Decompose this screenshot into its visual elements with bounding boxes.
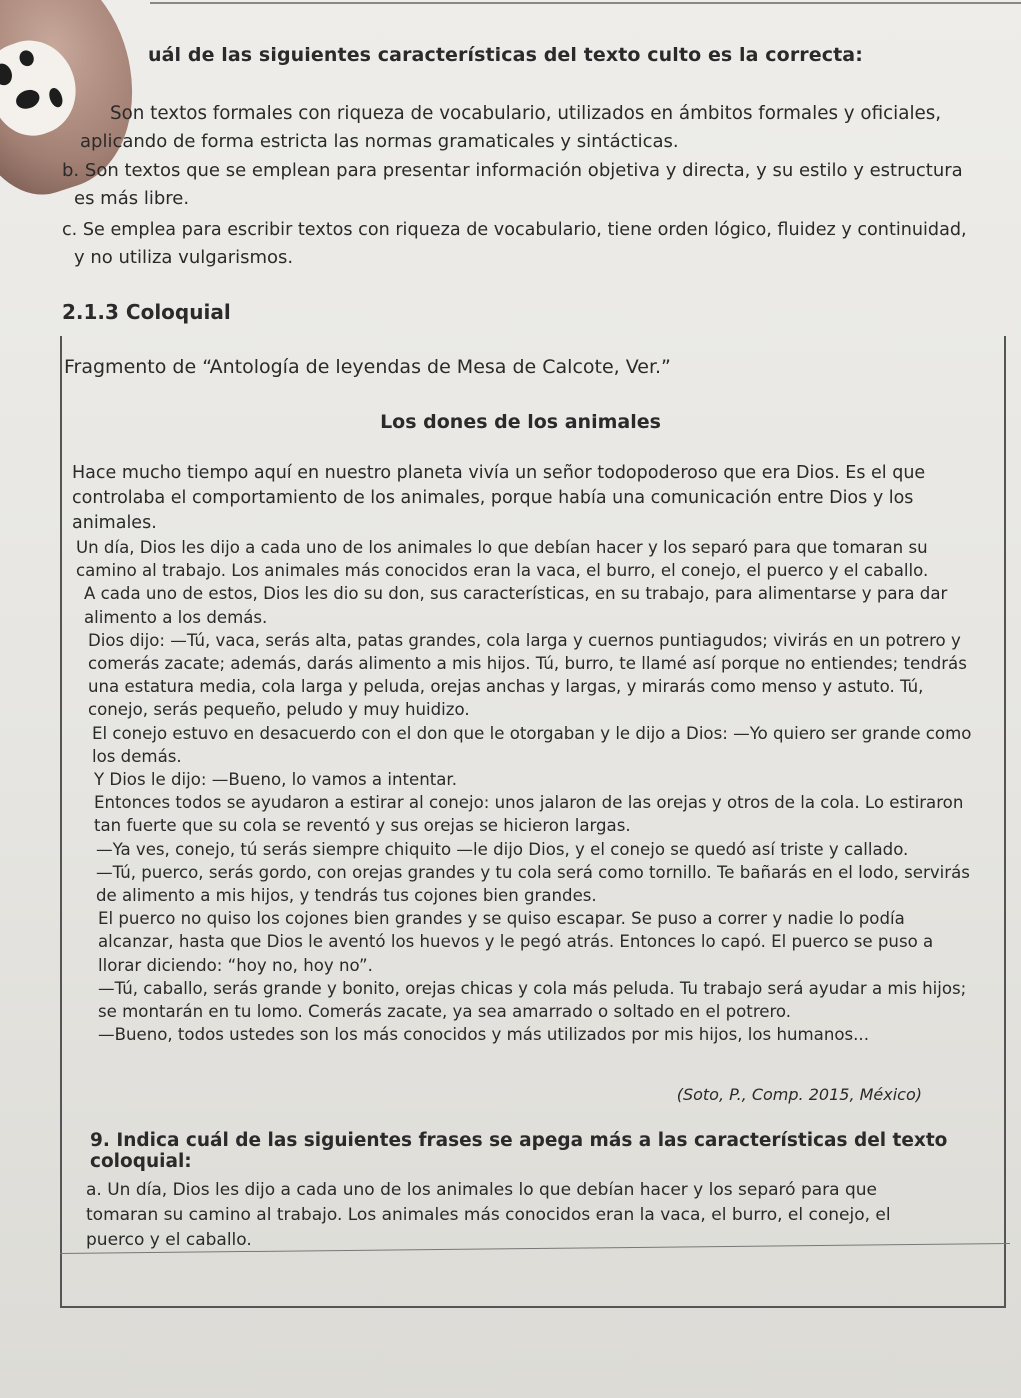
option-a-line-2: aplicando de forma estricta las normas gramaticales y sintácticas. — [80, 131, 679, 152]
option-b-line-1: Son textos que se emplean para presentar información objetiva y directa, y su estilo y estructura — [84, 160, 963, 181]
story-paragraph: A cada uno de estos, Dios les dio su don, sus características, en su trabajo, para alimentarse y para dar alimento a los demás. — [84, 584, 948, 627]
option-c — [62, 216, 1012, 272]
story-paragraph: El puerco no quiso los cojones bien grandes y se quiso escapar. Se puso a correr y nadie lo podía alcanzar, hasta que Dios le aventó los huevos y le pegó atrás. Entonces lo capó. El puerco se puso a llorar diciendo: “hoy no, hoy no”. — [98, 909, 934, 975]
question-9: 9. Indica cuál de las siguientes frases se apega más a las características del texto coloquial: — [90, 1130, 948, 1172]
story-text — [72, 461, 972, 1046]
option-b-line-2: es más libre. — [74, 188, 190, 209]
citation: (Soto, P., Comp. 2015, México) — [676, 1085, 922, 1104]
story-title: Los dones de los animales — [380, 411, 661, 433]
option-c-line-2: y no utiliza vulgarismos. — [74, 247, 294, 268]
story-paragraph: El conejo estuvo en desacuerdo con el don que le otorgaban y le dijo a Dios: —Yo quiero ser grande como los demás. — [92, 723, 972, 766]
option-b-letter: b. — [62, 160, 80, 181]
story-paragraph: Y Dios le dijo: —Bueno, lo vamos a intentar. — [94, 770, 457, 790]
story-paragraph: Un día, Dios les dijo a cada uno de los animales lo que debían hacer y los separó para que tomaran su camino al trabajo. Los animales más conocidos eran la vaca, el burro, el conejo, el puerco y el caballo. — [76, 538, 929, 581]
option-a — [80, 100, 1010, 156]
option-b — [62, 157, 1012, 213]
option-c-letter: c. — [62, 220, 78, 240]
option-c-line-1: Se emplea para escribir textos con riqueza de vocabulario, tiene orden lógico, fluidez y continuidad, — [82, 220, 967, 240]
question-header: uál de las siguientes características del texto culto es la correcta: — [148, 44, 863, 66]
story-paragraph: —Tú, caballo, serás grande y bonito, orejas chicas y cola más peluda. Tu trabajo será ayudar a mis hijos; se montarán en tu lomo. Comerás zacate, ya sea amarrado o soltado en el potrero. — [98, 978, 967, 1022]
fragment-label: Fragmento de “Antología de leyendas de Mesa de Calcote, Ver.” — [64, 356, 671, 378]
story-paragraph: —Tú, puerco, serás gordo, con orejas grandes y tu cola será como tornillo. Te bañarás en el lodo, servirás de alimento a mis hijos, y tendrás tus cojones bien grandes. — [96, 862, 970, 906]
section-title: 2.1.3 Coloquial — [62, 300, 231, 324]
option-a-line-1: Son textos formales con riqueza de vocabulario, utilizados en ámbitos formales y oficiales, — [110, 103, 942, 124]
story-paragraph: Hace mucho tiempo aquí en nuestro planeta vivía un señor todopoderoso que era Dios. Es el que controlaba el comportamiento de los animales, porque había una comunicación entre Dios y los animales. — [72, 463, 926, 533]
story-paragraph: Dios dijo: —Tú, vaca, serás alta, patas grandes, cola larga y cuernos puntiagudos; vivirás en un potrero y comerás zacate; además, darás alimento a mis hijos. Tú, burro, te llamé así porque no entiendes; tendrás una estatura media, cola larga y peluda, orejas anchas y largas, y mirarás como menso y astuto. Tú, conejo, serás pequeño, peludo y muy huidizo. — [88, 630, 967, 720]
story-paragraph: —Bueno, todos ustedes son los más conocidos y más utilizados por mis hijos, los humanos... — [98, 1025, 869, 1045]
top-rule — [150, 2, 1021, 4]
story-paragraph: Entonces todos se ayudaron a estirar al conejo: unos jalaron de las orejas y otros de la cola. Lo estiraron tan fuerte que su cola se reventó y sus orejas se hicieron largas. — [94, 793, 964, 836]
story-paragraph: —Ya ves, conejo, tú serás siempre chiquito —le dijo Dios, y el conejo se quedó así triste y callado. — [96, 839, 909, 859]
question-9-option-a: a. Un día, Dios les dijo a cada uno de los animales lo que debían hacer y los separó para que tomaran su camino al trabajo. Los animales más conocidos eran la vaca, el burro, el conejo, el puerco y el caballo. — [86, 1180, 891, 1250]
